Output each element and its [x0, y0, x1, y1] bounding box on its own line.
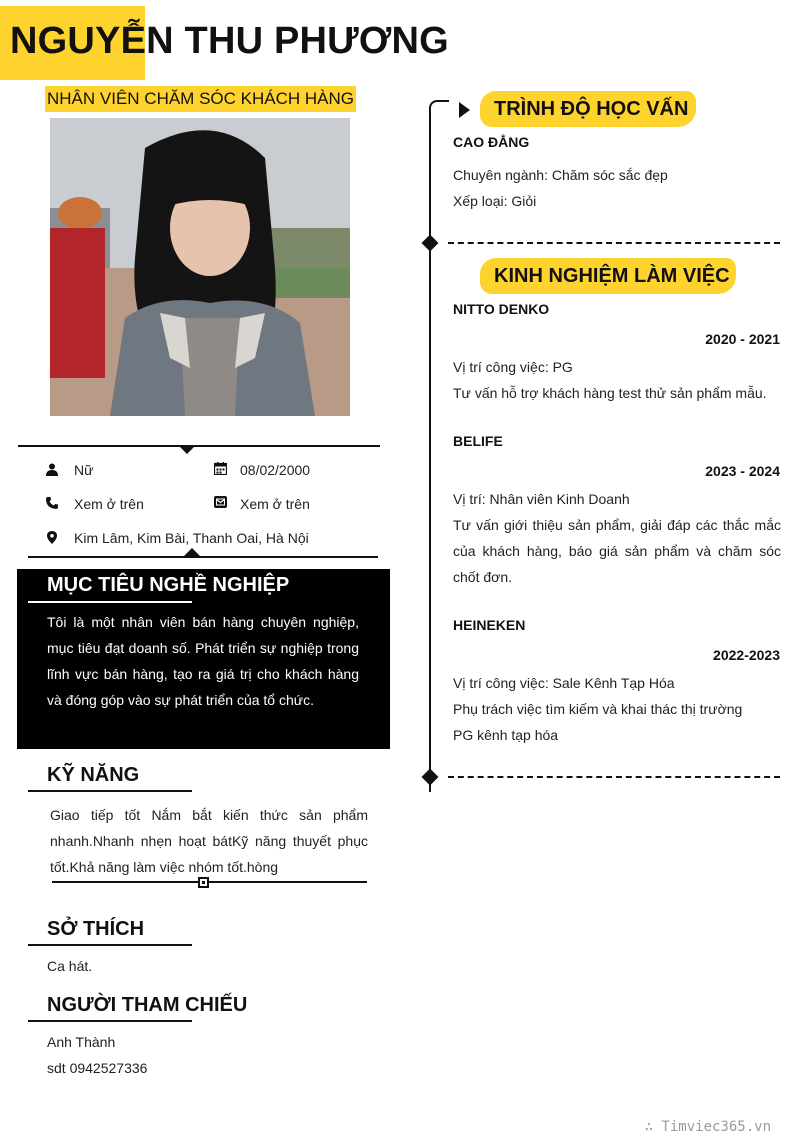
- references-title: NGƯỜI THAM CHIẾU: [47, 994, 248, 1016]
- phone-icon: [45, 496, 59, 510]
- email-value: Xem ở trên: [240, 496, 310, 512]
- contact-top-divider: [18, 445, 380, 447]
- job-period: 2020 - 2021: [705, 331, 780, 347]
- birthday-value: 08/02/2000: [240, 462, 311, 478]
- envelope-icon: [213, 495, 227, 509]
- hobbies-title: SỞ THÍCH: [47, 918, 145, 940]
- profile-photo: [50, 118, 350, 416]
- skills-text: Giao tiếp tốt Nắm bắt kiến thức sản phẩm nhanh.Nhanh nhẹn hoạt bátKỹ năng thuyết phục tốt.Khả năng làm việc nhóm tốt.hòng: [50, 807, 368, 875]
- job-company: NITTO DENKO: [453, 301, 550, 317]
- references-title-underline: [28, 1020, 192, 1022]
- address-value: Kim Lâm, Kim Bài, Thanh Oai, Hà Nội: [74, 530, 309, 546]
- user-icon: [45, 462, 59, 476]
- objective-title-underline: [28, 601, 192, 603]
- objective-text: Tôi là một nhân viên bán hàng chuyên nghiệp, mục tiêu đạt doanh số. Phát triển sự nghiệp trong lĩnh vực bán hàng, tạo ra giá trị cho khách hàng và đóng góp vào sự phát triển của tổ chức.: [47, 614, 359, 708]
- timeline-node-1: [422, 235, 439, 252]
- divider-arrow-up: [184, 548, 200, 556]
- education-divider: [448, 242, 780, 244]
- candidate-name: NGUYỄN THU PHƯƠNG: [10, 20, 449, 62]
- job-company: HEINEKEN: [453, 617, 526, 633]
- divider-arrow-down: [179, 446, 195, 454]
- calendar-icon: [213, 461, 227, 475]
- education-grade: Xếp loại: Giỏi: [453, 193, 537, 209]
- job-position: Vị trí công việc: PG: [453, 359, 573, 375]
- education-major: Chuyên ngành: Chăm sóc sắc đẹp: [453, 167, 668, 183]
- experience-title: KINH NGHIỆM LÀM VIỆC: [494, 265, 730, 287]
- timeline-line: [429, 112, 431, 792]
- job-description: Phụ trách việc tìm kiếm và khai thác thị trường: [453, 701, 743, 717]
- reference-name: Anh Thành: [47, 1034, 116, 1050]
- hobbies-title-underline: [28, 944, 192, 946]
- job-period: 2022-2023: [713, 647, 780, 663]
- map-marker-icon: [45, 530, 59, 544]
- education-level: CAO ĐẲNG: [453, 134, 530, 150]
- watermark: ∴ Timviec365.vn: [644, 1119, 771, 1135]
- job-description: Tư vấn hỗ trợ khách hàng test thử sản phẩm mẫu.: [453, 385, 767, 401]
- job-company: BELIFE: [453, 433, 503, 449]
- job-description-extra: PG kênh tạp hóa: [453, 727, 559, 743]
- timeline-node-2: [422, 769, 439, 786]
- job-period: 2023 - 2024: [705, 463, 780, 479]
- timeline-arrow-icon: [459, 102, 470, 118]
- experience-divider: [448, 776, 780, 778]
- skills-title-underline: [28, 790, 192, 792]
- job-position: Vị trí: Nhân viên Kinh Doanh: [453, 491, 630, 507]
- skills-bar-handle: [198, 877, 209, 888]
- reference-phone: sdt 0942527336: [47, 1060, 148, 1076]
- phone-value: Xem ở trên: [74, 496, 144, 512]
- gender-value: Nữ: [74, 462, 94, 478]
- timeline-bend: [429, 100, 449, 114]
- hobbies-text: Ca hát.: [47, 958, 93, 974]
- skills-title: KỸ NĂNG: [47, 764, 140, 786]
- skills-bar: [52, 881, 367, 883]
- objective-title: MỤC TIÊU NGHỀ NGHIỆP: [47, 574, 290, 596]
- job-description: Tư vấn giới thiệu sản phẩm, giải đáp các thắc mắc của khách hàng, báo giá sản phẩm và chăm sóc chốt đơn.: [453, 517, 781, 585]
- job-position: Vị trí công việc: Sale Kênh Tạp Hóa: [453, 675, 675, 691]
- education-title: TRÌNH ĐỘ HỌC VẤN: [494, 98, 689, 120]
- contact-bottom-divider: [28, 556, 378, 558]
- job-title: NHÂN VIÊN CHĂM SÓC KHÁCH HÀNG: [45, 86, 356, 112]
